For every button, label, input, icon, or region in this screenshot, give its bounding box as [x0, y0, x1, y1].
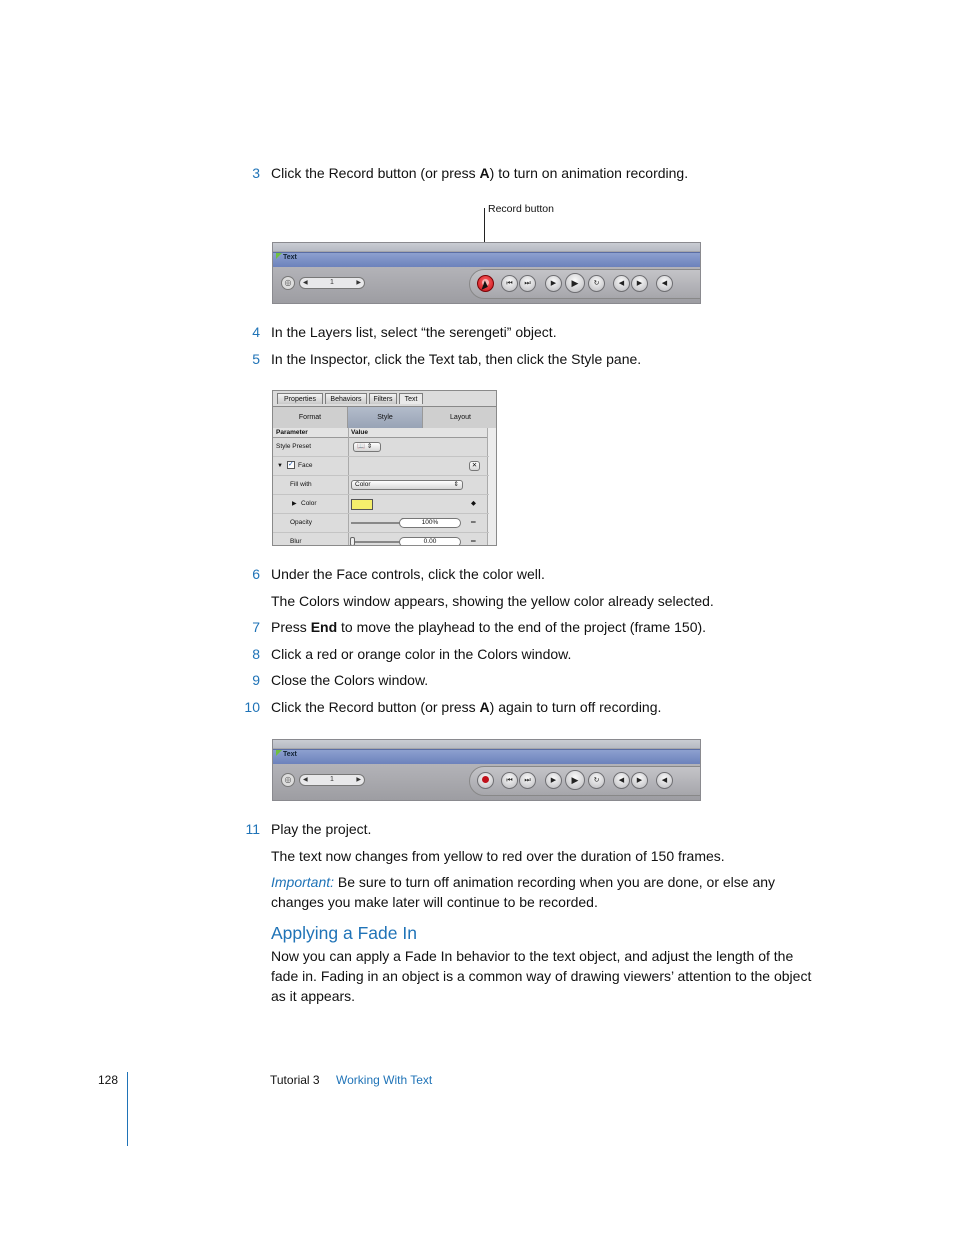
- step-4: [230, 323, 557, 341]
- row-label: Fill with: [290, 481, 312, 488]
- footer-rule: [127, 1072, 128, 1146]
- arrow-left-icon[interactable]: ◀: [303, 777, 308, 783]
- step-9: [230, 671, 428, 689]
- row-label: Opacity: [290, 519, 313, 526]
- toolbar-controls: [273, 267, 700, 304]
- step-text: In the Layers list, select “the serengeti” object.: [271, 324, 557, 340]
- step-number: 7: [252, 619, 260, 635]
- color-well[interactable]: [351, 499, 373, 510]
- step-number: 11: [245, 821, 260, 837]
- audio-button[interactable]: ◀: [656, 772, 673, 789]
- row-label: Style Preset: [276, 443, 312, 450]
- important-text: Be sure to turn off animation recording when you are done, or else any changes you make later will continue to be recorded.: [271, 874, 776, 910]
- footer-chapter-title: Working With Text: [336, 1073, 433, 1087]
- row-blur: [273, 533, 489, 546]
- arrow-right-icon[interactable]: ▶: [356, 777, 361, 783]
- step-text: In the Inspector, click the Text tab, then click the Style pane.: [271, 351, 642, 367]
- pane-layout[interactable]: Layout: [449, 414, 472, 421]
- row-fill-with: [273, 476, 489, 495]
- loop-button[interactable]: ↻: [588, 275, 605, 292]
- record-button-callout: Record button: [488, 203, 554, 215]
- go-to-start-button[interactable]: ⏮: [501, 772, 518, 789]
- keyframe-icon[interactable]: ═: [471, 538, 476, 545]
- parameter-header: [273, 428, 489, 438]
- transport-controls: [469, 766, 701, 796]
- play-from-start-button[interactable]: ▶: [545, 275, 562, 292]
- step-text: Under the Face controls, click the color well.: [271, 566, 545, 582]
- fill-with-value: Color: [355, 481, 371, 488]
- flag-icon: [276, 750, 282, 756]
- footer-chapter: Tutorial 3: [270, 1073, 320, 1087]
- value-column-header: Value: [351, 429, 368, 436]
- popup-arrows-icon: ⇕: [453, 481, 459, 488]
- step-number: 8: [252, 646, 260, 662]
- disclosure-triangle-icon[interactable]: ▼: [277, 463, 283, 469]
- section-heading: Applying a Fade In: [271, 923, 417, 943]
- track-bar[interactable]: [273, 749, 700, 765]
- key-name: End: [310, 619, 338, 635]
- play-from-start-button[interactable]: ▶: [545, 772, 562, 789]
- previous-frame-button[interactable]: ◀: [613, 275, 630, 292]
- go-to-end-button[interactable]: ⏭: [519, 275, 536, 292]
- timing-toolbar-recording-on: [272, 242, 701, 304]
- step-7: [230, 618, 706, 636]
- step-text: Click a red or orange color in the Colors window.: [271, 646, 572, 662]
- row-style-preset: [273, 438, 489, 457]
- blur-slider-knob[interactable]: [350, 537, 355, 546]
- page-number: 128: [98, 1073, 119, 1087]
- track-label: Text: [283, 254, 297, 261]
- tab-behaviors[interactable]: Behaviors: [325, 393, 367, 404]
- frame-value: 1: [330, 776, 334, 783]
- timing-toolbar-recording-off: [272, 739, 701, 801]
- zoom-icon[interactable]: ◎: [281, 276, 295, 290]
- step-text: Click the Record button (or press: [271, 699, 480, 715]
- step-text: Close the Colors window.: [271, 672, 429, 688]
- important-note: [271, 872, 811, 912]
- step-6-note: The Colors window appears, showing the yellow color already selected.: [271, 593, 714, 609]
- step-text: Click the Record button (or press: [271, 165, 480, 181]
- blur-field[interactable]: [399, 537, 461, 546]
- frame-field[interactable]: [299, 277, 365, 289]
- tab-text[interactable]: Text: [399, 393, 423, 404]
- key-name: A: [479, 699, 490, 715]
- step-number: 3: [252, 165, 260, 181]
- play-button[interactable]: ▶: [565, 770, 585, 790]
- step-text: ) to turn on animation recording.: [489, 165, 689, 181]
- frame-field[interactable]: [299, 774, 365, 786]
- key-name: A: [479, 165, 490, 181]
- arrow-right-icon[interactable]: ▶: [356, 280, 361, 286]
- step-6: [230, 565, 545, 583]
- row-color: [273, 495, 489, 514]
- row-label: Blur: [290, 538, 302, 545]
- step-10: [230, 698, 661, 716]
- record-icon: [482, 776, 489, 783]
- next-frame-button[interactable]: ▶: [631, 772, 648, 789]
- step-number: 4: [252, 324, 260, 340]
- go-to-end-button[interactable]: ⏭: [519, 772, 536, 789]
- opacity-value: 100%: [421, 519, 439, 526]
- keyframe-icon[interactable]: ◆: [471, 500, 476, 507]
- play-button[interactable]: ▶: [565, 273, 585, 293]
- style-preset-popup[interactable]: 📖 ⇕: [353, 442, 381, 452]
- pane-format[interactable]: Format: [273, 407, 348, 428]
- arrow-left-icon[interactable]: ◀: [303, 280, 308, 286]
- inspector-panel: [272, 390, 497, 546]
- parameter-column-header: Parameter: [276, 429, 308, 436]
- flag-icon: [276, 253, 282, 259]
- step-11: [230, 820, 371, 838]
- step-number: 10: [244, 699, 260, 715]
- important-label: Important:: [271, 874, 335, 890]
- row-label: Face: [298, 462, 313, 469]
- opacity-slider[interactable]: [351, 522, 403, 524]
- toolbar-controls: [273, 764, 700, 801]
- tab-properties[interactable]: Properties: [277, 393, 323, 404]
- reset-icon[interactable]: ✕: [469, 461, 480, 471]
- step-number: 6: [252, 566, 260, 582]
- blur-value: 0.00: [423, 538, 437, 545]
- previous-frame-button[interactable]: ◀: [613, 772, 630, 789]
- pane-style[interactable]: Style: [348, 407, 423, 428]
- transport-controls: [469, 269, 701, 299]
- disclosure-triangle-icon[interactable]: ▶: [292, 501, 297, 507]
- track-label: Text: [283, 751, 297, 758]
- step-3: [230, 164, 688, 182]
- next-frame-button[interactable]: ▶: [631, 275, 648, 292]
- toolbar-top-strip: [273, 243, 700, 251]
- frame-value: 1: [330, 279, 334, 286]
- row-label: Color: [301, 500, 317, 507]
- step-text: to move the playhead to the end of the project (frame 150).: [337, 619, 707, 635]
- step-number: 9: [252, 672, 260, 688]
- step-text: Play the project.: [271, 821, 372, 837]
- track-bar[interactable]: [273, 252, 700, 268]
- loop-button[interactable]: ↻: [588, 772, 605, 789]
- step-number: 5: [252, 351, 260, 367]
- fill-with-popup[interactable]: [351, 480, 463, 490]
- step-5: [230, 350, 641, 368]
- go-to-start-button[interactable]: ⏮: [501, 275, 518, 292]
- blur-slider[interactable]: [351, 541, 403, 543]
- section-body: Now you can apply a Fade In behavior to the text object, and adjust the length of the fade in. Fading in an object is a common way of drawing viewers’ attention to the object as it appears.: [271, 948, 812, 1004]
- row-face: [273, 457, 489, 476]
- zoom-icon[interactable]: ◎: [281, 773, 295, 787]
- toolbar-top-strip: [273, 740, 700, 748]
- keyframe-icon[interactable]: ═: [471, 519, 476, 526]
- face-checkbox[interactable]: ✓: [288, 461, 294, 468]
- step-text: ) again to turn off recording.: [489, 699, 662, 715]
- row-opacity: [273, 514, 489, 533]
- tab-filters[interactable]: Filters: [369, 393, 397, 404]
- audio-button[interactable]: ◀: [656, 275, 673, 292]
- step-11-note: The text now changes from yellow to red over the duration of 150 frames.: [271, 848, 725, 864]
- record-button[interactable]: [477, 772, 494, 789]
- step-8: [230, 645, 571, 663]
- inspector-panes: [273, 406, 496, 429]
- step-text: Press: [271, 619, 311, 635]
- opacity-field[interactable]: [399, 518, 461, 528]
